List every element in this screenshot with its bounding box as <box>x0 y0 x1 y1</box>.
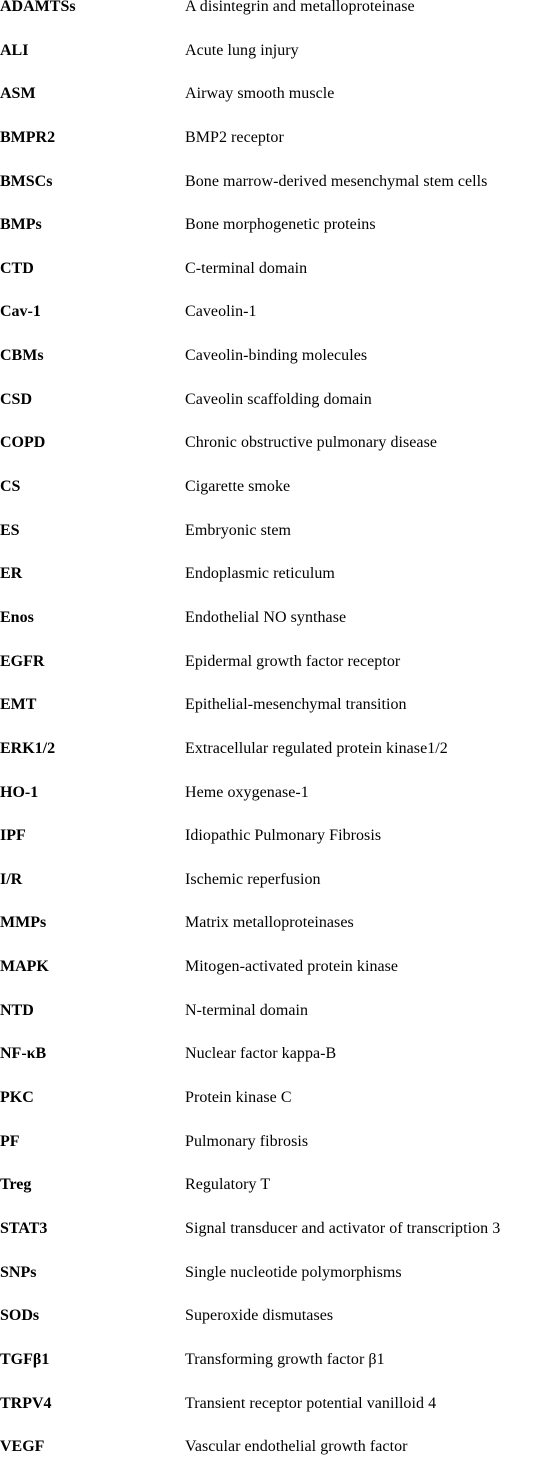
abbreviation-row <box>0 1178 558 1222</box>
abbreviation-term: MAPK <box>0 958 49 976</box>
abbreviation-definition: Ischemic reperfusion <box>185 870 321 888</box>
abbreviation-row <box>0 0 558 44</box>
abbreviation-term: ALI <box>0 41 29 59</box>
abbreviation-term: COPD <box>0 434 46 452</box>
abbreviation-row <box>0 829 558 873</box>
abbreviation-term: I/R <box>0 870 23 888</box>
abbreviation-row <box>0 172 558 219</box>
abbreviation-term: ER <box>0 565 23 583</box>
abbreviation-definition: BMP2 receptor <box>185 128 284 146</box>
abbreviation-row <box>0 870 558 917</box>
abbreviation-definition: Acute lung injury <box>185 41 299 59</box>
abbreviation-term: TGFβ1 <box>0 1350 50 1368</box>
abbreviation-definition: Superoxide dismutases <box>185 1307 334 1325</box>
abbreviation-definition: Vascular endothelial growth factor <box>185 1438 408 1456</box>
abbreviation-row <box>0 41 558 88</box>
abbreviation-term: SNPs <box>0 1263 37 1281</box>
abbreviation-definition: Bone morphogenetic proteins <box>185 216 376 234</box>
abbreviation-row <box>0 916 558 960</box>
abbreviation-definition: C-terminal domain <box>185 259 308 277</box>
abbreviation-row <box>0 521 558 568</box>
abbreviation-definition: Cigarette smoke <box>185 478 291 496</box>
abbreviation-term: EMT <box>0 696 37 714</box>
abbreviation-term: ERK1/2 <box>0 739 56 757</box>
abbreviation-row <box>0 652 558 699</box>
abbreviation-definition: N-terminal domain <box>185 1001 309 1019</box>
abbreviation-term: HO-1 <box>0 783 39 801</box>
abbreviation-term: CS <box>0 478 21 496</box>
abbreviation-term: NF-κB <box>0 1045 47 1063</box>
abbreviation-definition: Caveolin scaffolding domain <box>185 390 372 408</box>
abbreviation-definition: Endoplasmic reticulum <box>185 565 335 583</box>
abbreviation-term: ES <box>0 521 20 539</box>
abbreviation-row <box>0 349 558 393</box>
abbreviation-term: ADAMTSs <box>0 0 76 15</box>
abbreviation-row <box>0 1440 558 1484</box>
abbreviation-row <box>0 390 558 437</box>
abbreviation-term: VEGF <box>0 1438 45 1456</box>
abbreviation-definition: Airway smooth muscle <box>185 85 335 103</box>
abbreviation-definition: Epidermal growth factor receptor <box>185 652 401 670</box>
abbreviation-term: BMPR2 <box>0 128 56 146</box>
abbreviation-row <box>0 87 558 131</box>
abbreviation-row <box>0 1394 558 1441</box>
abbreviation-row <box>0 480 558 524</box>
abbreviation-row <box>0 1350 558 1397</box>
abbreviation-definition: Extracellular regulated protein kinase1/2 <box>185 739 448 757</box>
abbreviation-term: NTD <box>0 1001 34 1019</box>
abbreviation-definition: Caveolin-binding molecules <box>185 347 368 365</box>
abbreviation-row <box>0 698 558 742</box>
abbreviation-definition: Idiopathic Pulmonary Fibrosis <box>185 827 382 845</box>
abbreviation-definition: Chronic obstructive pulmonary disease <box>185 434 438 452</box>
abbreviation-row <box>0 259 558 306</box>
abbreviation-definition: Matrix metalloproteinases <box>185 914 354 932</box>
abbreviation-definition: Nuclear factor kappa-B <box>185 1045 337 1063</box>
abbreviation-row <box>0 305 558 349</box>
abbreviation-term: BMSCs <box>0 172 53 190</box>
abbreviation-term: Treg <box>0 1176 32 1194</box>
abbreviation-definition: Single nucleotide polymorphisms <box>185 1263 402 1281</box>
abbreviation-row <box>0 1132 558 1179</box>
abbreviation-row <box>0 608 558 655</box>
abbreviation-term: SODs <box>0 1307 40 1325</box>
abbreviation-term: Cav-1 <box>0 303 41 321</box>
abbreviation-row <box>0 739 558 786</box>
abbreviation-term: EGFR <box>0 652 45 670</box>
abbreviation-row <box>0 218 558 262</box>
abbreviation-row <box>0 436 558 480</box>
abbreviation-row <box>0 1263 558 1310</box>
abbreviation-term: IPF <box>0 827 26 845</box>
abbreviation-definition: Protein kinase C <box>185 1089 292 1107</box>
abbreviation-definition: Pulmonary fibrosis <box>185 1132 309 1150</box>
abbreviation-term: PF <box>0 1132 20 1150</box>
abbreviation-row <box>0 1047 558 1091</box>
abbreviation-definition: Regulatory T <box>185 1176 271 1194</box>
abbreviation-definition: Bone marrow-derived mesenchymal stem cells <box>185 172 488 190</box>
abbreviation-term: BMPs <box>0 216 42 234</box>
abbreviation-row <box>0 1091 558 1135</box>
abbreviation-row <box>0 1001 558 1048</box>
abbreviation-definition: Endothelial NO synthase <box>185 608 347 626</box>
abbreviation-row <box>0 1309 558 1353</box>
abbreviation-definition: A disintegrin and metalloproteinase <box>185 0 415 15</box>
abbreviation-definition: Transforming growth factor β1 <box>185 1350 385 1368</box>
abbreviation-term: MMPs <box>0 914 47 932</box>
abbreviation-term: PKC <box>0 1089 34 1107</box>
abbreviation-row <box>0 783 558 830</box>
abbreviation-row <box>0 1219 558 1266</box>
abbreviation-definition: Embryonic stem <box>185 521 292 539</box>
abbreviation-term: ASM <box>0 85 36 103</box>
abbreviation-term: STAT3 <box>0 1219 48 1237</box>
abbreviation-definition: Transient receptor potential vanilloid 4 <box>185 1394 437 1412</box>
abbreviation-definition: Signal transducer and activator of transcription 3 <box>185 1219 501 1237</box>
abbreviation-definition: Caveolin-1 <box>185 303 257 321</box>
abbreviation-term: CTD <box>0 259 34 277</box>
abbreviation-term: CSD <box>0 390 33 408</box>
abbreviation-row <box>0 567 558 611</box>
abbreviation-term: Enos <box>0 608 34 626</box>
abbreviation-definition: Heme oxygenase-1 <box>185 783 309 801</box>
abbreviation-definition: Mitogen-activated protein kinase <box>185 958 399 976</box>
abbreviation-definition: Epithelial-mesenchymal transition <box>185 696 407 714</box>
abbreviation-term: CBMs <box>0 347 44 365</box>
abbreviation-row <box>0 960 558 1004</box>
abbreviation-row <box>0 128 558 175</box>
abbreviation-term: TRPV4 <box>0 1394 52 1412</box>
